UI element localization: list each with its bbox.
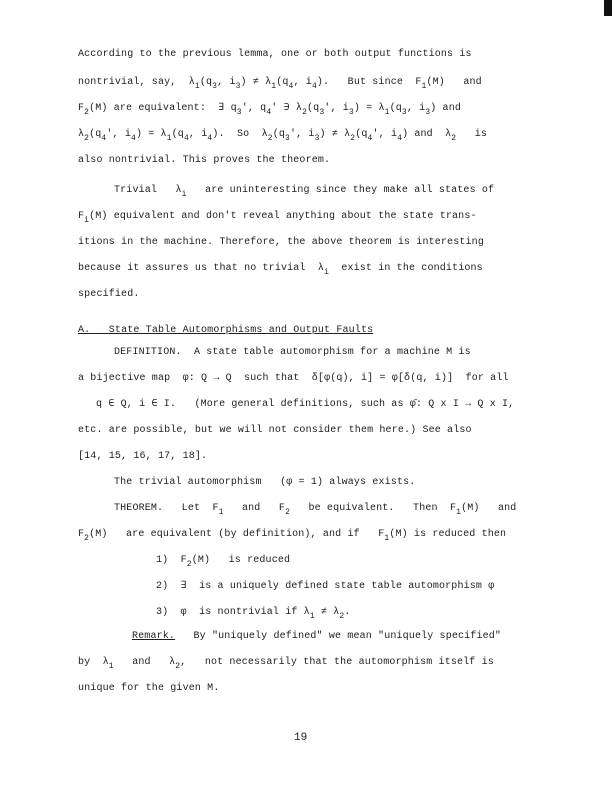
paragraph2-line5: specified.: [78, 289, 140, 300]
paragraph2-line2: $F_i(M)$ equivalent and don't reveal anything about the state trans-: [78, 211, 477, 225]
definition-line3: q ∈ Q, i ∈ I. (More general definitions, such as φ̄: Q x I → Q x I,: [96, 399, 515, 410]
paragraph2-line3: itions in the machine. Therefore, the above theorem is interesting: [78, 237, 484, 248]
remark-line1: Remark. By "uniquely defined" we mean "uniquely specified": [132, 631, 502, 642]
theorem-item-2: 2) ∃ is a uniquely defined state table automorphism φ: [156, 581, 495, 592]
definition-line4: etc. are possible, but we will not consider them here.) See also: [78, 425, 472, 436]
theorem-line2: $F_2(M)$ are equivalent (by definition), and if $F_1(M)$ is reduced then: [78, 529, 507, 543]
definition-line6: The trivial automorphism (φ = 1) always exists.: [114, 477, 416, 488]
paragraph2-line1: Trivial $\lambda_i$ are uninteresting since they make all states of: [114, 185, 495, 199]
section-heading: [78, 324, 373, 337]
theorem-item-3: 3) φ is nontrivial if $\lambda_1 \ne \lambda_2$.: [156, 607, 351, 621]
definition-line1: DEFINITION. A state table automorphism for a machine M is: [114, 347, 471, 358]
theorem-item-1: 1) $F_2(M)$ is reduced: [156, 555, 291, 569]
paragraph1-line4: $\lambda_2(q_4'$, $i_4) = \lambda_1(q_4$, $i_4$). So $\lambda_2(q_3'$, $i_3) \ne \lambda_2(q_4'$, $i_4$) and $\lambda_2$ is: [78, 129, 488, 143]
remark-label: Remark.: [132, 631, 176, 642]
section-label: A.: [78, 325, 91, 336]
page-number: 19: [294, 732, 308, 744]
remark-line3: unique for the given M.: [78, 683, 220, 694]
definition-line2: a bijective map φ: Q → Q such that δ[φ(q), i] = φ[δ(q, i)] for all: [78, 373, 509, 384]
paragraph1-line2: nontrivial, say, $\lambda_1(q_3$, $i_3) \ne \lambda_1(q_4$, $i_4$). But since $F_1(M)$ and: [78, 77, 482, 91]
remark-line2: by $\lambda_1$ and $\lambda_2$, not necessarily that the automorphism itself is: [78, 657, 494, 671]
paragraph1-line1: According to the previous lemma, one or both output functions is: [78, 49, 472, 60]
theorem-line1: THEOREM. Let $F_1$ and $F_2$ be equivalent. Then $F_1(M)$ and: [114, 503, 517, 517]
paragraph1-line3: $F_2(M)$ are equivalent: ∃ $q_3'$, $q_4'$ ∋ $\lambda_2(q_3'$, $i_3) = \lambda_1(q_3$, $i_3$) and: [78, 103, 462, 117]
section-title: State Table Automorphisms and Output Faults: [108, 325, 374, 336]
definition-line5: [14, 15, 16, 17, 18].: [78, 451, 208, 462]
paragraph1-line5: also nontrivial. This proves the theorem.: [78, 155, 331, 166]
paragraph2-line4: because it assures us that no trivial $\lambda_i$ exist in the conditions: [78, 263, 483, 277]
corner-registration-mark: [604, 0, 612, 16]
